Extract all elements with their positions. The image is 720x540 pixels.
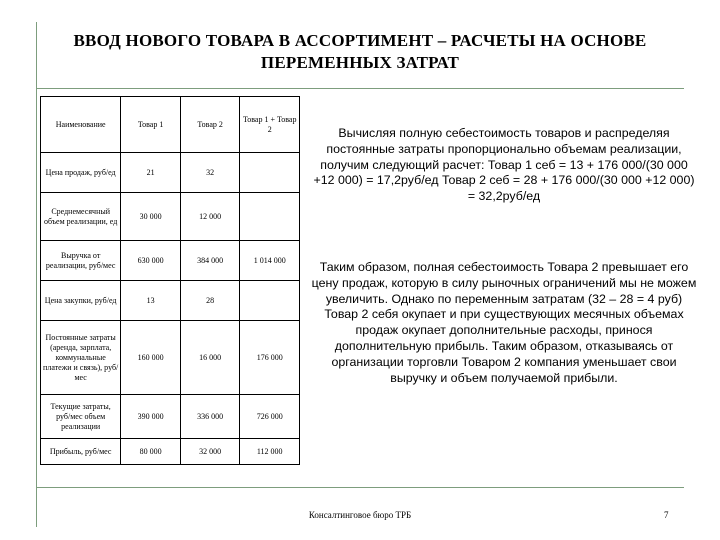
table-cell: 176 000 xyxy=(240,321,300,395)
table-cell: 32 xyxy=(180,153,240,193)
table-row xyxy=(41,193,300,241)
calculation-table xyxy=(40,96,300,465)
table-row xyxy=(41,153,300,193)
title-divider xyxy=(36,88,684,89)
conclusion-paragraph: Таким образом, полная себестоимость Товара 2 превышает его цену продаж, которую в силу рыночных ограничений мы не можем увеличить. Однако по переменным затратам (32 – 28 = 4 руб) Товар 2 себя окупает и при существующих месячных объемах продаж окупает дополнительные расходы, принося дополнительную прибыль. Таким образом, отказываясь от организации торговли Товаром 2 компания уменьшает свои выручку и объем получаемой прибыли. xyxy=(311,260,697,385)
table-cell: 30 000 xyxy=(121,193,181,241)
table-header-row xyxy=(41,97,300,153)
table-cell: 390 000 xyxy=(121,395,181,439)
table-cell: Прибыль, руб/мес xyxy=(41,439,121,465)
table-row xyxy=(41,395,300,439)
table-header-cell: Товар 1 xyxy=(121,97,181,153)
table-header-cell: Товар 1 + Товар 2 xyxy=(240,97,300,153)
footer-company: Консалтинговое бюро ТРБ xyxy=(308,510,412,520)
table-cell: 16 000 xyxy=(180,321,240,395)
table-row xyxy=(41,439,300,465)
slide-title: ВВОД НОВОГО ТОВАРА В АССОРТИМЕНТ – РАСЧЕТЫ НА ОСНОВЕ ПЕРЕМЕННЫХ ЗАТРАТ xyxy=(73,31,647,72)
calculation-paragraph: Вычисляя полную себестоимость товаров и распределяя постоянные затраты пропорционально объемам реализации, получим следующий расчет: Товар 1 себ = 13 + 176 000/(30 000 +12 000) = 17,2руб/ед Товар 2 себ = 28 + 176 000/(30 000 +12 000) = 32,2руб/ед xyxy=(313,126,695,204)
table-row xyxy=(41,241,300,281)
table-cell xyxy=(240,153,300,193)
table-cell: 28 xyxy=(180,281,240,321)
table-cell: Среднемесячный объем реализации, ед xyxy=(41,193,121,241)
page-number: 7 xyxy=(664,510,669,520)
table-cell xyxy=(240,193,300,241)
table-cell: 80 000 xyxy=(121,439,181,465)
table-row xyxy=(41,281,300,321)
table-row xyxy=(41,321,300,395)
table-cell: 12 000 xyxy=(180,193,240,241)
table-cell: Текущие затраты, руб/мес объем реализации xyxy=(41,395,121,439)
table-cell: 384 000 xyxy=(180,241,240,281)
table-cell: 160 000 xyxy=(121,321,181,395)
table-cell: 336 000 xyxy=(180,395,240,439)
left-rule xyxy=(36,22,37,527)
table-cell: Цена продаж, руб/ед xyxy=(41,153,121,193)
table-cell: Постоянные затраты (аренда, зарплата, коммунальные платежи и связь), руб/мес xyxy=(41,321,121,395)
table-cell: 13 xyxy=(121,281,181,321)
table-cell: 726 000 xyxy=(240,395,300,439)
table-cell: Выручка от реализации, руб/мес xyxy=(41,241,121,281)
table-header-cell: Товар 2 xyxy=(180,97,240,153)
table-cell xyxy=(240,281,300,321)
table-header-cell: Наименование xyxy=(41,97,121,153)
table-cell: Цена закупки, руб/ед xyxy=(41,281,121,321)
table-cell: 630 000 xyxy=(121,241,181,281)
footer-divider xyxy=(36,487,684,488)
table-cell: 32 000 xyxy=(180,439,240,465)
table-cell: 112 000 xyxy=(240,439,300,465)
table-cell: 1 014 000 xyxy=(240,241,300,281)
table-cell: 21 xyxy=(121,153,181,193)
